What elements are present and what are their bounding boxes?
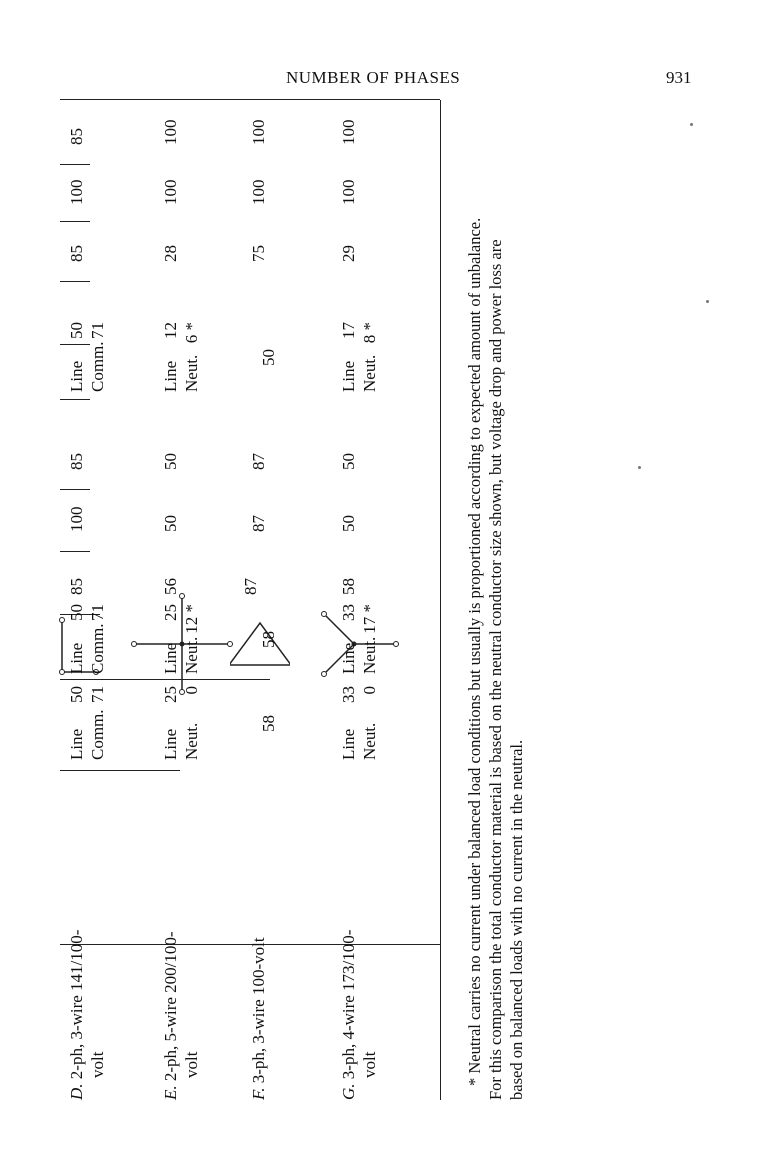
col-rule — [60, 164, 90, 165]
cell-c3: 87 — [241, 578, 260, 595]
cell-c7: 75 — [249, 245, 268, 262]
cell-c8: 100 — [161, 179, 180, 205]
table-footnote — [464, 102, 527, 1100]
cell-c3: 58 — [339, 578, 358, 595]
cell-c6: 50 — [259, 349, 278, 366]
cell-c4: 100 — [67, 506, 86, 532]
cell-c5: 50 — [161, 453, 180, 470]
speck — [706, 300, 709, 303]
system-name-line1: 2-ph, 5-wire 200/100- — [161, 931, 180, 1082]
rotated-table-page — [60, 100, 680, 1100]
cell-c7: 28 — [161, 245, 180, 262]
cell-c2: 58 — [259, 631, 278, 648]
row-letter: E. — [161, 1085, 180, 1100]
system-name-line2: volt — [360, 1051, 379, 1078]
table-bottom-rule — [440, 100, 441, 1100]
cell-c1: Line 33 Neut. 0 — [339, 686, 379, 760]
cell-c1: 58 — [259, 715, 278, 732]
cell-c4: 50 — [339, 515, 358, 532]
table-right-rule — [60, 99, 440, 100]
footnote-line: * Neutral carries no current under balanced load conditions but usually is proportioned according to expected amount of unbalance. — [465, 217, 484, 1086]
cell-c4: 50 — [161, 515, 180, 532]
col-rule — [60, 551, 90, 552]
cell-c1: Line 25 Neut. 0 — [161, 686, 201, 760]
cell-c9: 100 — [161, 119, 180, 145]
cell-c3: 56 — [161, 578, 180, 595]
system-name-line1: 3-ph, 3-wire 100-volt — [249, 937, 268, 1084]
system-name — [160, 800, 202, 1100]
system-name-line1: 2-ph, 3-wire 141/100- — [67, 929, 86, 1080]
system-name-line1: 3-ph, 4-wire 173/100- — [339, 929, 358, 1080]
cell-c2: Line 50 Comm. 71 — [67, 604, 107, 674]
cell-c6: Line 17 Neut. 8 * — [339, 322, 379, 392]
col-rule — [60, 281, 90, 282]
speck — [690, 123, 693, 126]
cell-c8: 100 — [249, 179, 268, 205]
cell-c9: 100 — [339, 119, 358, 145]
cell-c6: Line 12 Neut. 6 * — [161, 322, 201, 392]
page-number: 931 — [666, 68, 692, 87]
cell-c1: Line 50 Comm. 71 — [67, 686, 107, 760]
cell-c9: 100 — [249, 119, 268, 145]
system-name — [248, 800, 269, 1100]
row-letter: G. — [339, 1083, 358, 1100]
col-rule — [60, 399, 90, 400]
running-head: NUMBER OF PHASES — [286, 68, 461, 87]
cell-c5: 87 — [249, 453, 268, 470]
cell-c6: Line 50 Comm. 71 — [67, 322, 107, 392]
system-name — [338, 800, 380, 1100]
system-name — [66, 800, 108, 1100]
cell-c7: 85 — [67, 245, 86, 262]
cell-c5: 50 — [339, 453, 358, 470]
col-rule — [60, 770, 180, 771]
cell-c3: 85 — [67, 578, 86, 595]
cell-c2: Line 33 Neut. 17 * — [339, 604, 379, 674]
cell-c7: 29 — [339, 245, 358, 262]
row-letter: F. — [249, 1087, 268, 1100]
footnote-line: based on balanced loads with no current in the neutral. — [507, 739, 526, 1100]
system-name-line2: volt — [182, 1051, 201, 1078]
cell-c2: Line 25 Neut. 12 * — [161, 604, 201, 674]
system-name-line2: volt — [88, 1051, 107, 1078]
cell-c4: 87 — [249, 515, 268, 532]
cell-c9: 85 — [67, 128, 86, 145]
col-rule — [60, 489, 90, 490]
cell-c5: 85 — [67, 453, 86, 470]
cell-c8: 100 — [67, 179, 86, 205]
col-rule — [60, 221, 90, 222]
row-letter: D. — [67, 1083, 86, 1100]
footnote-line: For this comparison the total conductor material is based on the neutral conductor size shown, but voltage drop and power loss are — [486, 239, 505, 1100]
cell-c8: 100 — [339, 179, 358, 205]
